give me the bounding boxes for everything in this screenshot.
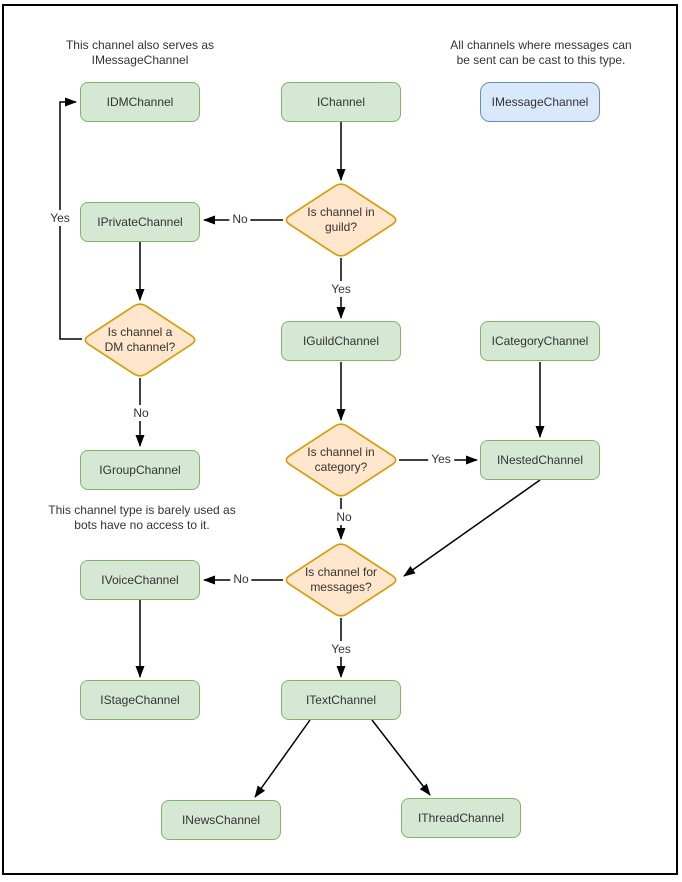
node-iprivatechannel: [80, 202, 200, 242]
edge-label-dm-no: No: [130, 405, 151, 421]
decision-is-channel-in-guild: [283, 182, 399, 258]
node-label: IChannel: [316, 95, 366, 109]
node-label: IDMChannel: [106, 95, 174, 109]
node-label: IGroupChannel: [99, 463, 181, 477]
node-itextchannel: [281, 680, 401, 720]
node-label: ICategoryChannel: [491, 334, 589, 348]
edge-label-messages-no: No: [230, 571, 251, 587]
node-ichannel: [281, 82, 401, 122]
decision-question: Is channel for messages?: [304, 565, 378, 594]
note-group-barely-used: [48, 503, 235, 533]
decision-is-channel-in-category: [283, 422, 399, 498]
node-ivoicechannel: [80, 560, 200, 600]
decision-is-channel-for-messages: [283, 542, 399, 618]
decision-question: Is channel a DM channel?: [104, 325, 176, 354]
node-inestedchannel: [480, 440, 600, 480]
node-label: INestedChannel: [496, 453, 584, 467]
node-igroupchannel: [80, 450, 200, 490]
node-label: IPrivateChannel: [97, 215, 183, 229]
node-label: ITextChannel: [305, 693, 377, 707]
note-messages-cast: [450, 38, 631, 68]
edge-label-messages-yes: Yes: [328, 641, 354, 657]
edge-label-guild-yes: Yes: [328, 281, 354, 297]
node-label: IThreadChannel: [417, 811, 505, 825]
node-label: IVoiceChannel: [101, 573, 179, 587]
edge-label-dm-yes: Yes: [47, 210, 73, 226]
node-imessagechannel: [480, 82, 600, 122]
note-line: This channel type is barely used as: [48, 503, 236, 517]
note-line: IMessageChannel: [91, 53, 189, 67]
decision-question: Is channel in category?: [307, 445, 375, 474]
node-label: IStageChannel: [100, 693, 180, 707]
node-iguildchannel: [281, 321, 401, 361]
node-label: IGuildChannel: [302, 334, 380, 348]
edge-label-category-yes: Yes: [428, 451, 454, 467]
node-istagechannel: [80, 680, 200, 720]
node-label: IMessageChannel: [491, 95, 589, 109]
note-line: bots have no access to it.: [74, 518, 210, 532]
note-line: be sent can be cast to this type.: [456, 53, 626, 67]
node-label: INewsChannel: [181, 813, 261, 827]
node-idmchannel: [80, 82, 200, 122]
note-dm-serves-imessage: [66, 38, 214, 68]
decision-is-channel-a-dm: [82, 302, 198, 378]
edge-label-category-no: No: [333, 509, 354, 525]
node-inewschannel: [161, 800, 281, 840]
note-line: All channels where messages can: [450, 38, 632, 52]
node-icategorychannel: [480, 321, 600, 361]
note-line: This channel also serves as: [65, 38, 215, 52]
node-ithreadchannel: [401, 798, 521, 838]
decision-question: Is channel in guild?: [307, 205, 375, 234]
edge-label-guild-no: No: [229, 211, 250, 227]
